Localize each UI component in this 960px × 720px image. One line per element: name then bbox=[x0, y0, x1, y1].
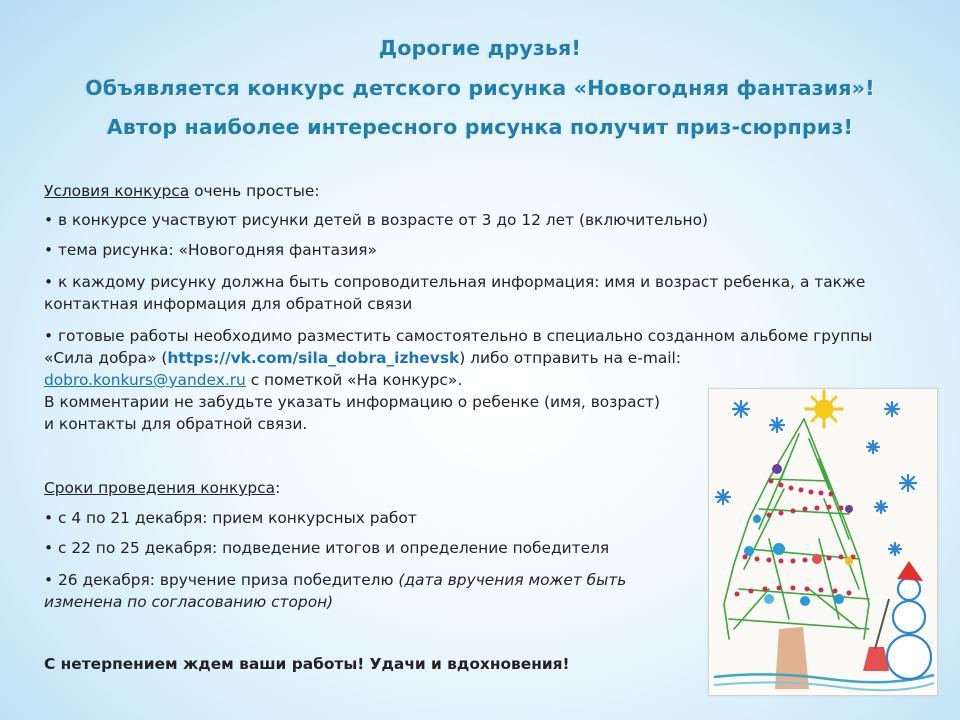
dates-title: Сроки проведения конкурса bbox=[44, 479, 276, 497]
condition-info-line1: • к каждому рисунку должна быть сопроводительная информация: имя и возраст ребенка, а также bbox=[44, 273, 866, 291]
condition-submission-line1: • готовые работы необходимо разместить самостоятельно в специально созданном альбоме группы bbox=[44, 327, 873, 345]
date-award-line1 bbox=[44, 569, 626, 591]
snowman-hat-icon bbox=[897, 561, 923, 581]
conditions-title-suffix: очень простые: bbox=[189, 182, 320, 200]
dates-title-suffix: : bbox=[275, 479, 281, 497]
tree-icon bbox=[724, 419, 869, 639]
snowflake-icons bbox=[716, 401, 916, 555]
condition-submission-line2 bbox=[44, 347, 681, 369]
trunk-icon bbox=[775, 627, 809, 689]
condition-info-line2: контактная информация для обратной связи bbox=[44, 295, 413, 313]
dates-heading bbox=[44, 477, 280, 499]
closing-message: С нетерпением ждем ваши работы! Удачи и вдохновения! bbox=[44, 655, 570, 673]
snowman-icon bbox=[887, 578, 931, 679]
heading-prize: Автор наиболее интересного рисунка получит приз-сюрприз! bbox=[106, 115, 854, 139]
date-award-text: • 26 декабря: вручение приза победителю bbox=[44, 571, 399, 589]
sun-icon bbox=[806, 391, 842, 427]
date-submission: • с 4 по 21 декабря: прием конкурсных работ bbox=[44, 509, 417, 527]
christmas-tree-drawing bbox=[708, 388, 938, 696]
date-award-note: (дата вручения может быть bbox=[398, 571, 627, 589]
garland-icon bbox=[735, 479, 856, 597]
christmas-tree-drawing-icon bbox=[709, 389, 937, 695]
vk-group-link[interactable]: https://vk.com/sila_dobra_izhevsk bbox=[167, 349, 460, 367]
comment-line1: В комментарии не забудьте указать информацию о ребенке (имя, возраст) bbox=[44, 393, 661, 411]
group-name-text: «Сила добра» ( bbox=[44, 349, 168, 367]
condition-submission-line3 bbox=[44, 369, 462, 391]
broom-icon bbox=[863, 647, 889, 671]
conditions-title: Условия конкурса bbox=[44, 182, 190, 200]
heading-greeting: Дорогие друзья! bbox=[378, 36, 582, 60]
email-intro-text: ) либо отправить на e-mail: bbox=[459, 349, 681, 367]
email-link[interactable]: dobro.konkurs@yandex.ru bbox=[44, 371, 246, 389]
conditions-heading bbox=[44, 180, 320, 202]
date-award-line2: изменена по согласованию сторон) bbox=[44, 593, 334, 611]
condition-theme: • тема рисунка: «Новогодняя фантазия» bbox=[44, 241, 377, 259]
email-note-text: с пометкой «На конкурс». bbox=[245, 371, 463, 389]
comment-line2: и контакты для обратной связи. bbox=[44, 415, 308, 433]
broom-handle-icon bbox=[875, 599, 889, 649]
heading-contest-announcement: Объявляется конкурс детского рисунка «Новогодняя фантазия»! bbox=[85, 76, 875, 100]
date-judging: • с 22 по 25 декабря: подведение итогов и определение победителя bbox=[44, 539, 610, 557]
condition-age: • в конкурсе участвуют рисунки детей в возрасте от 3 до 12 лет (включительно) bbox=[44, 211, 709, 229]
